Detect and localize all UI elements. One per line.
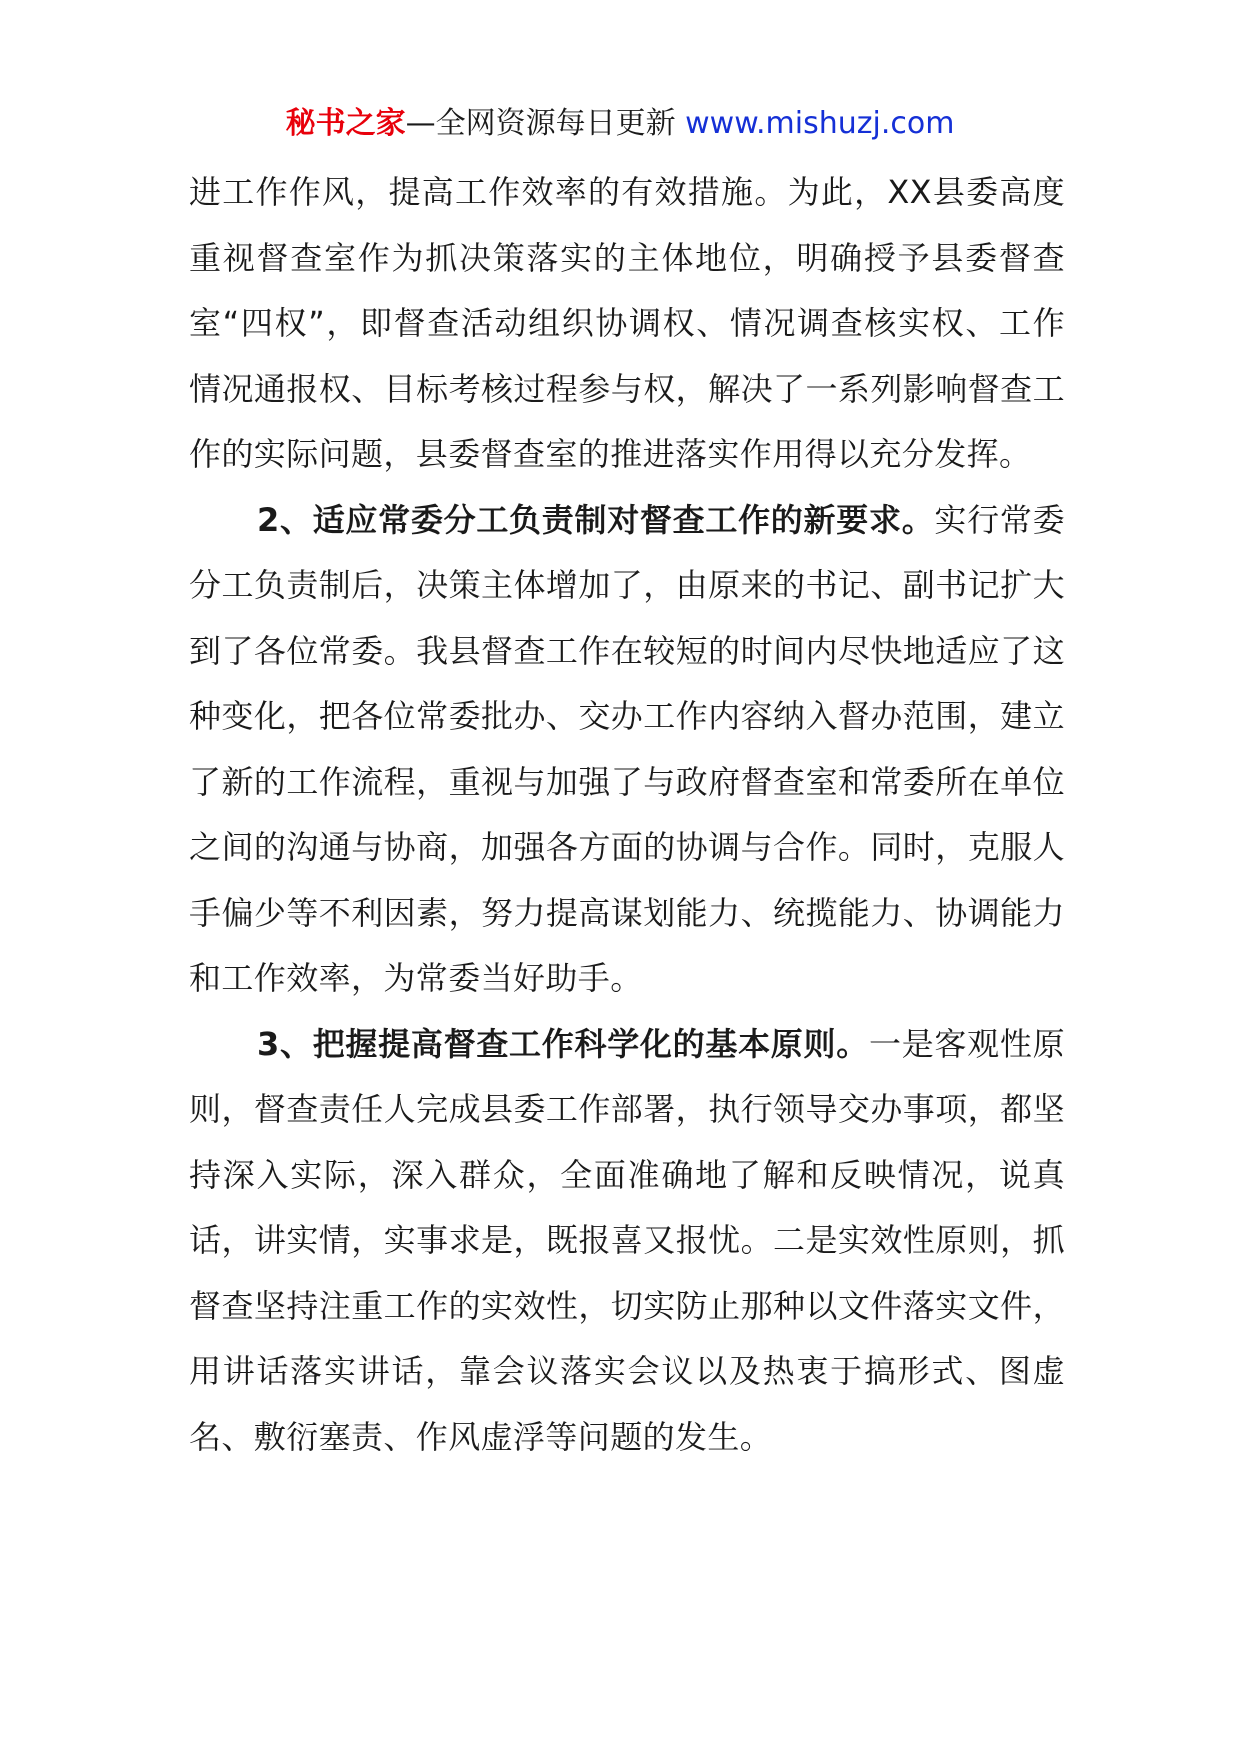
header-tagline: —全网资源每日更新 — [405, 106, 676, 141]
paragraph-text: 实行常委分工负责制后，决策主体增加了，由原来的书记、副书记扩大到了各位常委。我县督查工作在较短的时间内尽快地适应了这种变化，把各位常委批办、交办工作内容纳入督办范围，建立了新的工作流程，重视与加强了与政府督查室和常委所在单位之间的沟通与协商，加强各方面的协调与合作。同时，克服人手偏少等不利因素，努力提高谋划能力、统揽能力、协调能力和工作效率，为常委当好助手。 — [189, 500, 1065, 997]
brand-name: 秘书之家 — [285, 106, 406, 141]
paragraph-2 — [189, 488, 1065, 1012]
page-header — [0, 102, 1240, 146]
document-body — [189, 160, 1065, 1470]
section-heading-2: 2、适应常委分工负责制对督查工作的新要求。 — [257, 500, 935, 539]
paragraph-1 — [189, 160, 1065, 488]
paragraph-text: 进工作作风，提高工作效率的有效措施。为此，XX县委高度重视督查室作为抓决策落实的主体地位，明确授予县委督查室“四权”，即督查活动组织协调权、情况调查核实权、工作情况通报权、目标考核过程参与权，解决了一系列影响督查工作的实际问题，县委督查室的推进落实作用得以充分发挥。 — [189, 173, 1065, 473]
paragraph-text: 一是客观性原则，督查责任人完成县委工作部署，执行领导交办事项，都坚持深入实际，深入群众，全面准确地了解和反映情况，说真话，讲实情，实事求是，既报喜又报忧。二是实效性原则，抓督查坚持注重工作的实效性，切实防止那种以文件落实文件，用讲话落实讲话，靠会议落实会议以及热衷于搞形式、图虚名、敷衍塞责、作风虚浮等问题的发生。 — [189, 1024, 1065, 1456]
paragraph-3 — [189, 1012, 1065, 1471]
site-url-link[interactable]: www.mishuzj.com — [685, 106, 955, 141]
section-heading-3: 3、把握提高督查工作科学化的基本原则。 — [257, 1024, 869, 1063]
